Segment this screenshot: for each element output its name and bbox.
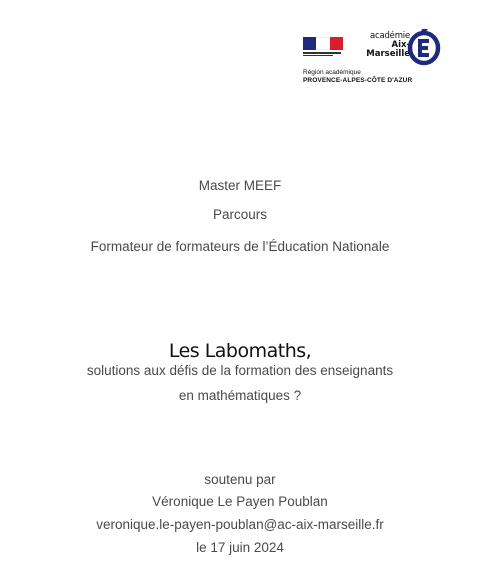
region-label [303,69,412,85]
marianne-flag-icon [303,37,345,63]
presented-by-label: soutenu par [204,472,276,487]
academy-name-line2: Aix-Marseille [366,40,410,59]
author-email: veronique.le-payen-poublan@ac-aix-marseille.fr [96,517,384,532]
region-line2: PROVENCE-ALPES-CÔTE D'AZUR [303,77,413,84]
author-name: Véronique Le Payen Poublan [152,494,328,509]
track-name: Formateur de formateurs de l’Éducation Nationale [90,239,390,254]
academy-name-line1: académie [370,31,410,41]
track-label: Parcours [212,207,268,222]
republic-motto-mark [303,51,345,57]
defense-date: le 17 juin 2024 [196,540,284,555]
document-title: Les Labomaths, [168,340,312,362]
region-line1: Région académique [303,69,361,76]
academy-logo [301,22,451,90]
academy-e-logo-icon [405,26,441,66]
academy-name [352,32,410,59]
subtitle-line2: en mathématiques ? [178,388,302,403]
degree-name: Master MEEF [198,178,282,193]
subtitle-line1: solutions aux défis de la formation des enseignants [86,363,394,378]
